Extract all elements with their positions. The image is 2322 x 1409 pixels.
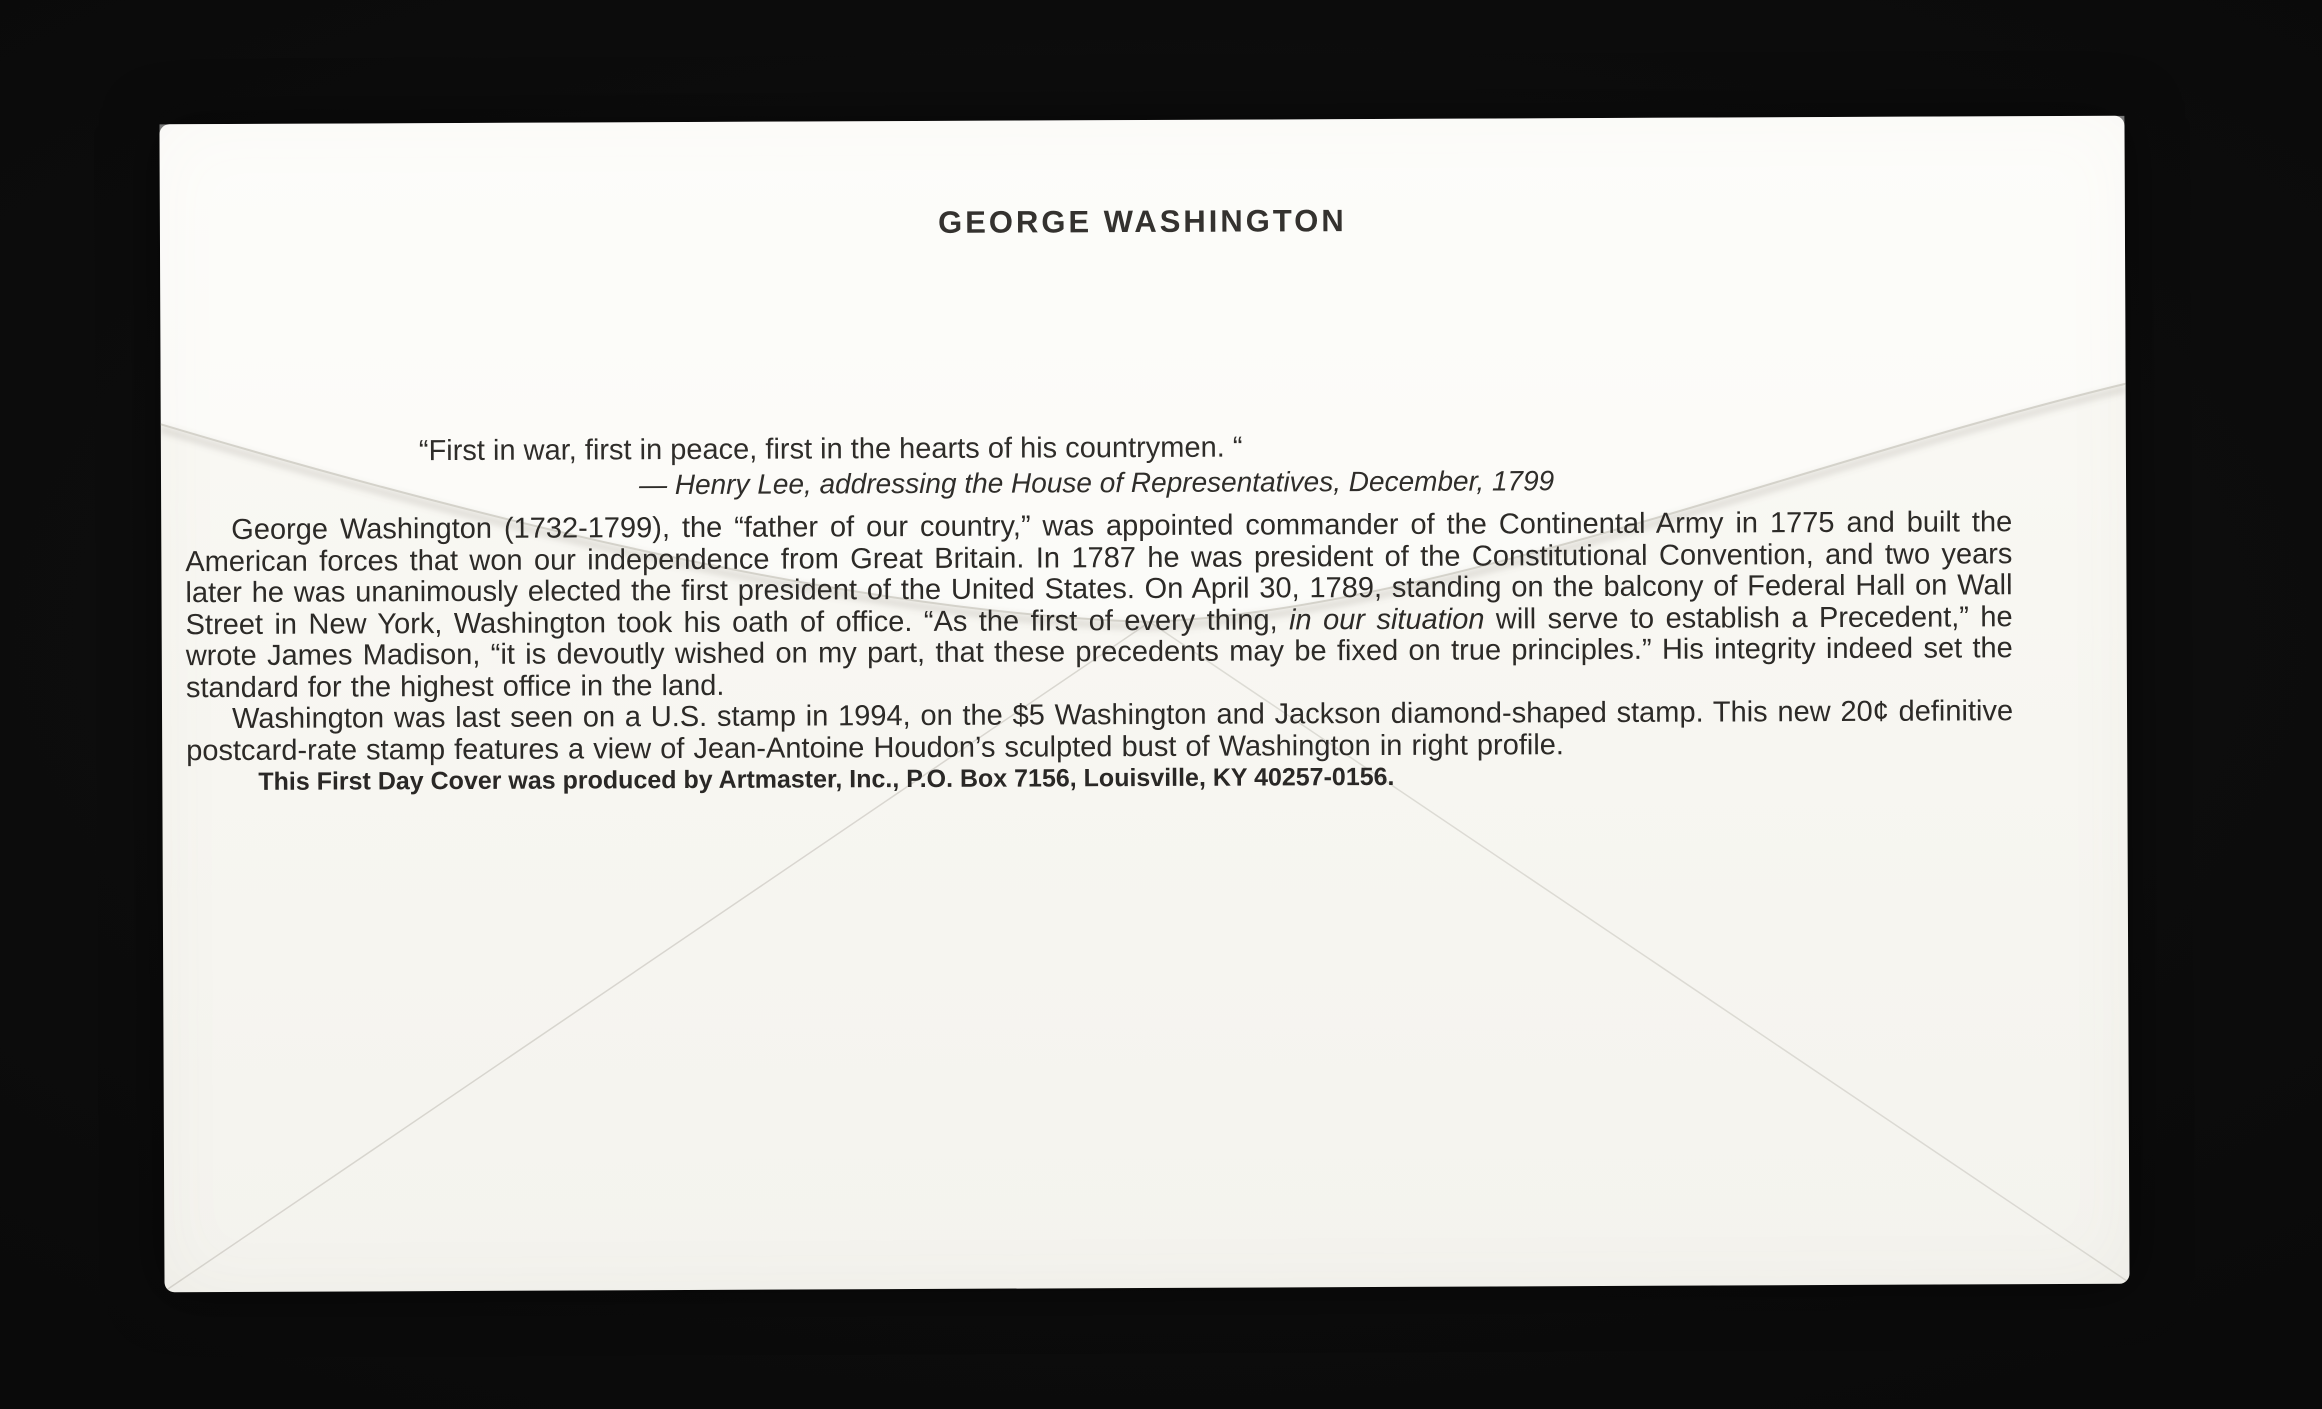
paragraph-1-text-start: George Washington (1732-1799), the “father of our country,” was appointed commander of the Continental Army in 1775 and built the American forces that won our independence from Great Britain. In 1787 he was president of the Constitutional Convention, and two years later he was unanimously elected the first president of the United States. On April 30, 1789, standing on the balcony of Federal Hall on Wall Street in New York, Washington took his oath of office. “As the first of every thing,	[185, 506, 2013, 641]
quote-text: “First in war, first in peace, first in the hearts of his countrymen. “	[418, 431, 1243, 468]
producer-line: This First Day Cover was produced by Artmaster, Inc., P.O. Box 7156, Louisville, KY 40257-0156.	[258, 762, 1395, 796]
envelope-back	[159, 116, 2129, 1293]
description-text-block	[185, 507, 2013, 798]
cover-title: GEORGE WASHINGTON	[937, 203, 1347, 240]
paragraph-2: Washington was last seen on a U.S. stamp in 1994, on the $5 Washington and Jackson diamond-shaped stamp. This new 20¢ definitive postcard-rate stamp features a view of Jean-Antoine Houdon’s sculpted bust of Washington in right profile.	[186, 695, 2014, 767]
quote-attribution: — Henry Lee, addressing the House of Representatives, December, 1799	[638, 465, 1555, 501]
paragraph-1-italic-phrase: in our situation	[1289, 603, 1485, 636]
paragraph-1	[185, 507, 2013, 704]
paragraph-1-text-end: will serve to establish a Precedent,” he wrote James Madison, “it is devoutly wished on my part, that these precedents may be fixed on true principles.” His integrity indeed set the standard for the highest office in the land.	[185, 600, 2013, 704]
